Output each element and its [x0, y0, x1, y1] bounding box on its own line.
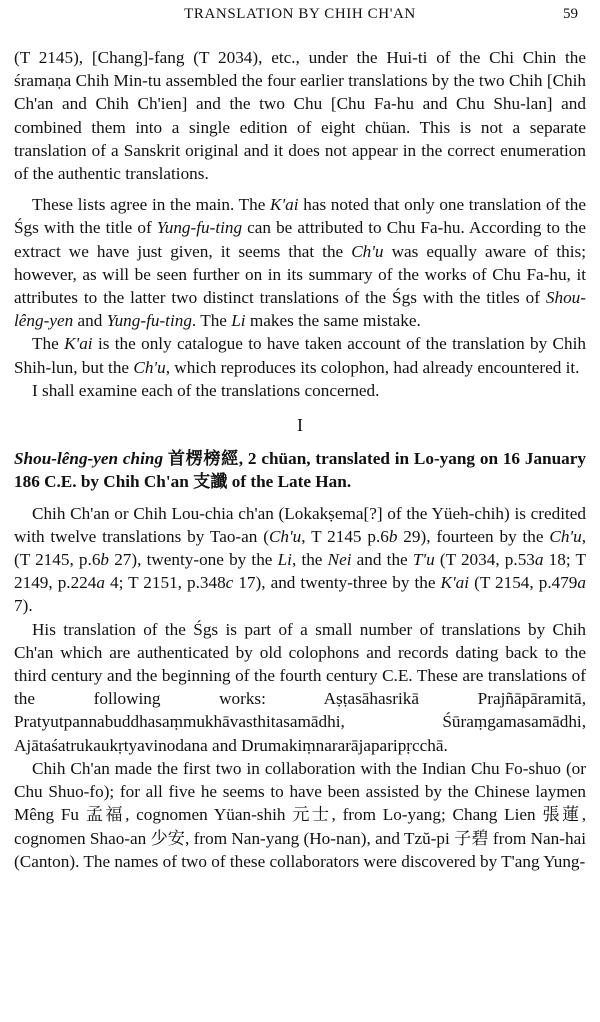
text-run: These lists agree in the main. The: [32, 195, 271, 215]
text-run: The: [32, 334, 65, 354]
text-run: , T 2145 p.6: [301, 526, 389, 546]
text-run: , the: [291, 550, 328, 570]
page-number: 59: [563, 6, 578, 22]
paragraph-4: I shall examine each of the translations concerned.: [32, 380, 380, 400]
paragraph-6: His translation of the Śgs is part of a small number of translations by Chih Ch'an which are authenticated by old colophons and records dating back to the third century and the beginning of the fourth century C.E. These are translations of the following works: Aṣṭasāhasrikā Prajñāpāramitā, Pratyutpannabuddhasaṃmukhāvasthitasamādhi, Śūraṃgamasamādhi, Ajātaśatrukaukṛtyavinodana and Drumakiṃnararājaparipṛcchā.: [14, 619, 586, 755]
section-numeral: I: [297, 415, 303, 436]
paragraph-7: Chih Ch'an made the first two in collaboration with the Indian Chu Fo-shuo (or Chu Shuo-fo); for all five he seems to have been assisted by the Chinese laymen Mêng Fu 孟福, cognomen Yüan-shih 元士, from Lo-yang; Chang Lien 張蓮, cognomen Shao-an 少安, from Nan-yang (Ho-nan), and Tzŭ-pi 子碧 from Nan-hai (Canton). The names of two of these collaborators were discovered by T'ang Yung-: [14, 758, 586, 871]
title-kai: K'ai: [440, 573, 470, 593]
text-run: 18; T 2149, p.224: [14, 550, 586, 593]
text-run: , (T 2145, p.6: [14, 526, 586, 570]
text-run: 17), and twenty-three by the: [233, 573, 441, 593]
page-column: c: [225, 573, 234, 593]
text-run: was equally aware of this; however, as will be seen further on in its summary of the works of Chu Fa-hu, it attributes to the latter two distinct translations of the Śgs with the titles of: [14, 241, 586, 308]
text-run: (T 2034, p.53: [434, 550, 535, 570]
text-run: and the: [351, 550, 413, 570]
page-column: a: [577, 573, 586, 593]
text-run: and: [73, 311, 107, 331]
text-run: is the only catalogue to have taken account of the translation by Chih Shih-lun, but the: [14, 334, 586, 377]
title-chu: Ch'u: [549, 526, 582, 546]
page-column: a: [96, 573, 105, 593]
page-column: b: [100, 550, 110, 570]
title-li: Li: [231, 311, 246, 331]
title-yung-fu-ting: Yung-fu-ting: [106, 311, 192, 331]
text-run: (T 2154, p.479: [469, 573, 578, 593]
page-column: a: [534, 550, 544, 570]
running-head: [0, 6, 600, 26]
text-run: . The: [191, 311, 232, 331]
text-run: 27), twenty-one by the: [109, 550, 278, 570]
text-run: 7).: [14, 596, 33, 616]
text-run: 4; T 2151, p.348: [104, 573, 226, 593]
paragraph-3: [14, 332, 586, 378]
title-yung-fu-ting: Yung-fu-ting: [156, 218, 243, 238]
text-run: , which reproduces its colophon, had already encountered it.: [165, 357, 580, 377]
running-title: TRANSLATION BY CHIH CH'AN: [184, 6, 416, 22]
title-kai: K'ai: [270, 195, 299, 215]
text-run: 29), fourteen by the: [397, 526, 550, 546]
text-run: Chih Ch'an or Chih Lou-chia ch'an (Lokakṣema[?] of the Yüeh-chih) is credited with twelve translations by Tao-an (: [14, 503, 586, 546]
paragraph-5: [14, 502, 586, 618]
title-nei: Nei: [327, 550, 352, 570]
heading-rest: 首楞榜經, 2 chüan, translated in Lo-yang on 16 January 186 C.E. by Chih Ch'an 支讖 of the Late Han.: [14, 449, 586, 492]
title-shou-leng-yen: Shou-lêng-yen: [14, 288, 586, 331]
title-kai: K'ai: [64, 334, 93, 354]
title-chu: Ch'u: [133, 357, 166, 377]
text-run: has noted that only one translation of the Śgs with the title of: [14, 195, 586, 238]
heading-title: Shou-lêng-yen ching: [14, 449, 164, 469]
body-text: [14, 46, 586, 873]
text-run: can be attributed to Chu Fa-hu. According to the extract we have just given, it seems that the: [14, 218, 586, 261]
text-run: makes the same mistake.: [245, 311, 421, 331]
title-tu: T'u: [412, 550, 435, 570]
paragraph-2: [14, 193, 586, 332]
paragraph-1: (T 2145), [Chang]-fang (T 2034), etc., under the Hui-ti of the Chi Chin the śramaṇa Chih Min-tu assembled the four earlier translations by the two Chih [Chih Ch'an and Chih Ch'ien] and the two Chu [Chu Fa-hu and Chu Shu-lan] and combined them into a single edition of eight chüan. This is not a separate translation of a Sanskrit original and it does not appear in the correct enumeration of the authentic translations.: [14, 48, 586, 184]
section-heading: [14, 447, 586, 493]
title-chu: Ch'u: [268, 526, 302, 546]
title-chu: Ch'u: [351, 241, 384, 261]
page-column: b: [388, 526, 398, 546]
title-li: Li: [277, 550, 292, 570]
